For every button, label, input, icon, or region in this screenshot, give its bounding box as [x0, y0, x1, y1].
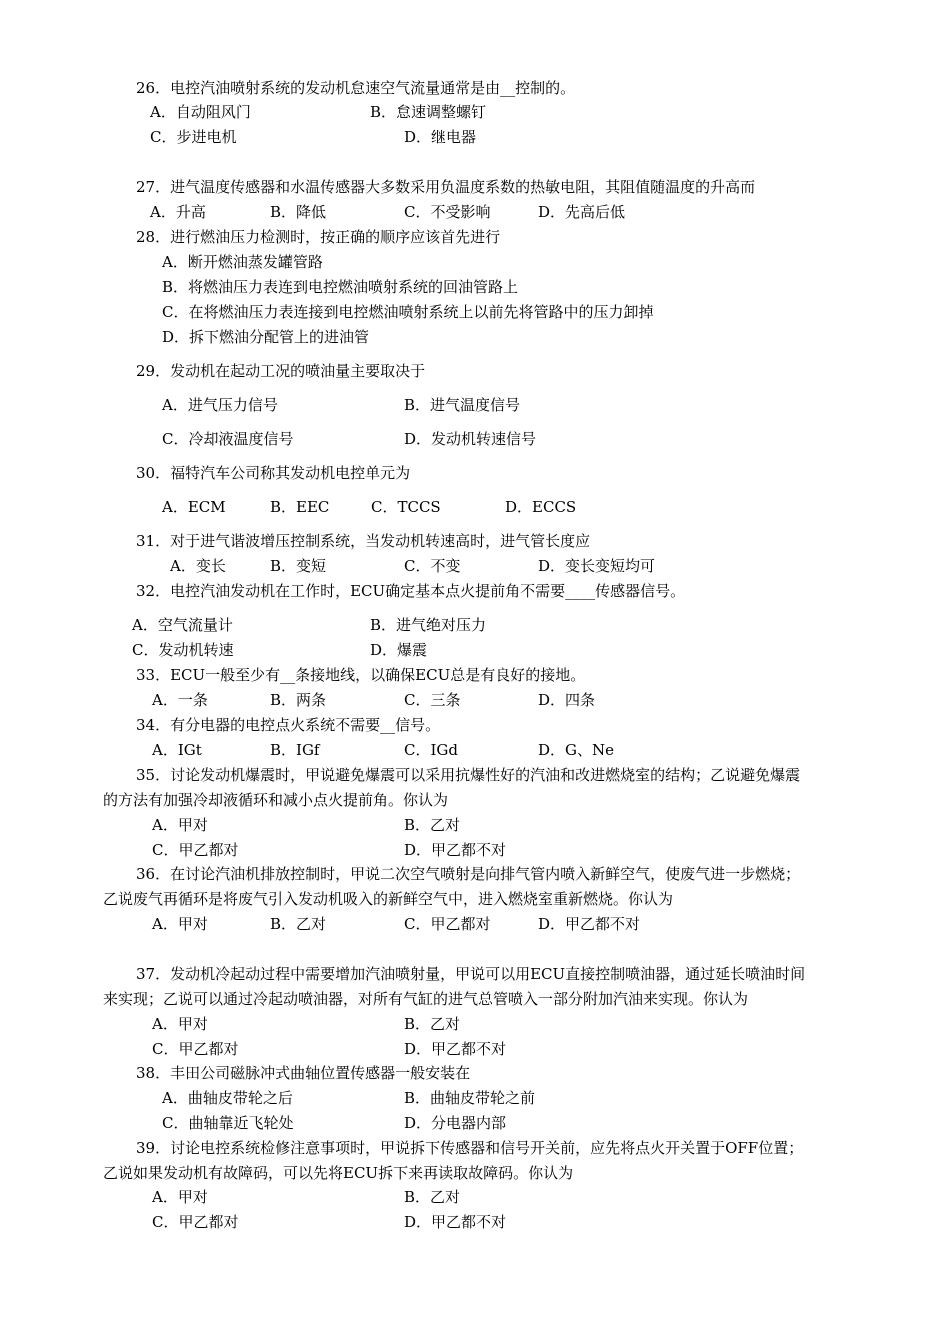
question-28-option-a: A．断开燃油蒸发罐管路 [162, 253, 323, 271]
question-36-option-c: C．甲乙都对 [404, 915, 491, 933]
question-28-stem: 28．进行燃油压力检测时，按正确的顺序应该首先进行 [136, 228, 501, 246]
question-37-stem-continued: 来实现；乙说可以通过冷起动喷油器，对所有气缸的进气总管喷入一部分附加汽油来实现。你认为 [103, 990, 749, 1008]
question-35-stem-continued: 的方法有加强冷却液循环和减小点火提前角。你认为 [103, 791, 449, 809]
question-27-option-b: B．降低 [270, 203, 327, 221]
question-27-option-c: C．不受影响 [404, 203, 491, 221]
question-39-option-c: C．甲乙都对 [152, 1213, 239, 1231]
question-27-option-d: D．先高后低 [538, 203, 626, 221]
question-26-option-d: D．继电器 [404, 128, 477, 146]
question-28-option-b: B．将燃油压力表连到电控燃油喷射系统的回油管路上 [162, 278, 519, 296]
question-37-option-c: C．甲乙都对 [152, 1040, 239, 1058]
question-33-option-a: A．一条 [152, 691, 208, 709]
question-34-option-d: D．G、Ne [538, 741, 615, 759]
question-31-option-d: D．变长变短均可 [538, 557, 656, 575]
question-39-option-b: B．乙对 [404, 1188, 461, 1206]
question-33-option-c: C．三条 [404, 691, 461, 709]
question-39-option-d: D．甲乙都不对 [404, 1213, 507, 1231]
question-33-option-b: B．两条 [270, 691, 327, 709]
question-34-option-a: A．IGt [152, 741, 202, 759]
question-27-option-a: A．升高 [150, 203, 206, 221]
question-37-option-b: B．乙对 [404, 1015, 461, 1033]
question-38-option-c: C．曲轴靠近飞轮处 [162, 1114, 294, 1132]
question-35-stem: 35．讨论发动机爆震时，甲说避免爆震可以采用抗爆性好的汽油和改进燃烧室的结构；乙说避免爆震 [136, 766, 801, 784]
question-31-option-a: A．变长 [170, 557, 226, 575]
question-29-option-c: C．冷却液温度信号 [162, 430, 294, 448]
question-32-stem: 32．电控汽油发动机在工作时，ECU确定基本点火提前角不需要____传感器信号。 [136, 582, 686, 600]
question-32-option-c: C．发动机转速 [132, 641, 234, 659]
question-30-option-b: B．EEC [270, 498, 330, 516]
question-39-stem-continued: 乙说如果发动机有故障码，可以先将ECU拆下来再读取故障码。你认为 [103, 1164, 574, 1182]
question-35-option-d: D．甲乙都不对 [404, 841, 507, 859]
question-29-option-b: B．进气温度信号 [404, 396, 521, 414]
question-33-stem: 33．ECU一般至少有__条接地线，以确保ECU总是有良好的接地。 [136, 666, 586, 684]
question-39-stem: 39．讨论电控系统检修注意事项时，甲说拆下传感器和信号开关前，应先将点火开关置于OFF位置； [136, 1139, 804, 1157]
question-32-option-a: A．空气流量计 [132, 616, 233, 634]
question-26-option-c: C．步进电机 [150, 128, 237, 146]
question-27-stem: 27．进气温度传感器和水温传感器大多数采用负温度系数的热敏电阻，其阻值随温度的升高而 [136, 178, 756, 196]
question-32-option-d: D．爆震 [370, 641, 428, 659]
question-36-option-d: D．甲乙都不对 [538, 915, 641, 933]
question-38-option-b: B．曲轴皮带轮之前 [404, 1089, 536, 1107]
question-38-stem: 38．丰田公司磁脉冲式曲轴位置传感器一般安装在 [136, 1064, 471, 1082]
question-26-stem: 26．电控汽油喷射系统的发动机怠速空气流量通常是由__控制的。 [136, 79, 576, 97]
question-34-option-c: C．IGd [404, 741, 458, 759]
question-34-stem: 34．有分电器的电控点火系统不需要__信号。 [136, 716, 441, 734]
question-30-stem: 30．福特汽车公司称其发动机电控单元为 [136, 464, 411, 482]
question-38-option-a: A．曲轴皮带轮之后 [162, 1089, 293, 1107]
question-36-option-b: B．乙对 [270, 915, 327, 933]
question-30-option-a: A．ECM [162, 498, 226, 516]
question-28-option-d: D．拆下燃油分配管上的进油管 [162, 328, 370, 346]
question-30-option-d: D．ECCS [505, 498, 577, 516]
question-31-option-b: B．变短 [270, 557, 327, 575]
question-33-option-d: D．四条 [538, 691, 596, 709]
question-29-stem: 29．发动机在起动工况的喷油量主要取决于 [136, 362, 426, 380]
question-26-option-b: B．怠速调整螺钉 [370, 103, 487, 121]
question-36-stem-continued: 乙说废气再循环是将废气引入发动机吸入的新鲜空气中，进入燃烧室重新燃烧。你认为 [103, 890, 674, 908]
question-35-option-c: C．甲乙都对 [152, 841, 239, 859]
question-35-option-a: A．甲对 [152, 816, 208, 834]
question-37-option-a: A．甲对 [152, 1015, 208, 1033]
question-29-option-d: D．发动机转速信号 [404, 430, 537, 448]
question-37-option-d: D．甲乙都不对 [404, 1040, 507, 1058]
question-38-option-d: D．分电器内部 [404, 1114, 507, 1132]
question-30-option-c: C．TCCS [371, 498, 441, 516]
question-31-option-c: C．不变 [404, 557, 461, 575]
question-29-option-a: A．进气压力信号 [162, 396, 278, 414]
question-37-stem: 37．发动机冷起动过程中需要增加汽油喷射量，甲说可以用ECU直接控制喷油器，通过延长喷油时间 [136, 965, 806, 983]
question-32-option-b: B．进气绝对压力 [370, 616, 487, 634]
question-36-stem: 36．在讨论汽油机排放控制时，甲说二次空气喷射是向排气管内喷入新鲜空气，使废气进一步燃烧； [136, 865, 801, 883]
question-31-stem: 31．对于进气谐波增压控制系统，当发动机转速高时，进气管长度应 [136, 532, 591, 550]
question-36-option-a: A．甲对 [152, 915, 208, 933]
question-28-option-c: C．在将燃油压力表连接到电控燃油喷射系统上以前先将管路中的压力卸掉 [162, 303, 654, 321]
question-26-option-a: A．自动阻风门 [150, 103, 251, 121]
question-39-option-a: A．甲对 [152, 1188, 208, 1206]
question-34-option-b: B．IGf [270, 741, 320, 759]
question-35-option-b: B．乙对 [404, 816, 461, 834]
